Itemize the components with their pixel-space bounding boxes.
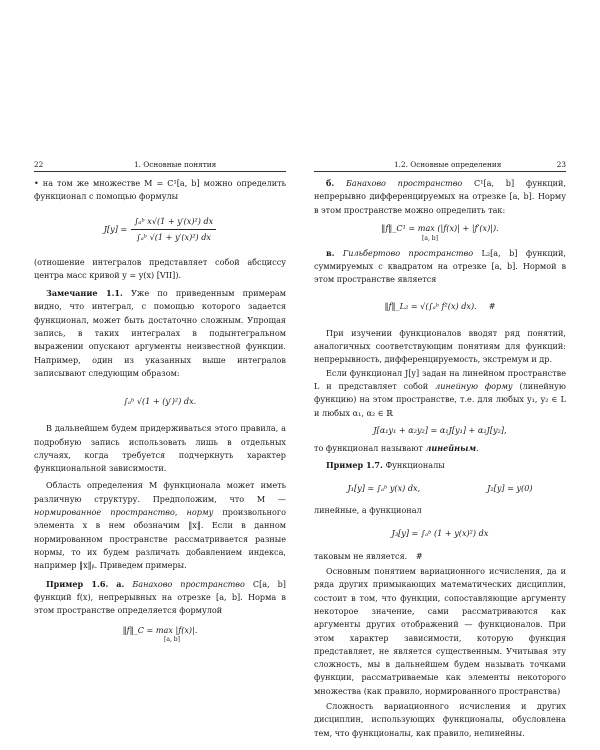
paragraph-2: (отношение интегралов представляет собой абсциссу центра масс кривой y = y(x) [VII]).: [34, 256, 286, 280]
term-linear: линейным: [425, 442, 477, 453]
l2-norm: ‖f‖_L₂ = √(∫ₐᵇ f²(x) dx).: [384, 301, 477, 312]
end-of-example-mark-2: #: [415, 550, 423, 561]
formula-linear-functionals: [314, 474, 566, 502]
paragraph-9: [314, 550, 566, 563]
paragraph-7-part-b: .: [476, 442, 479, 453]
example-2-title: Функционалы: [385, 460, 445, 471]
left-page-number: 22: [34, 160, 44, 169]
formula-c1-norm: [314, 219, 566, 245]
formula-short-integral: [34, 382, 286, 420]
term-norm: норму: [186, 507, 214, 518]
example-1-7: [314, 459, 566, 472]
item-b: [314, 177, 566, 217]
formula-c-norm: [34, 619, 286, 647]
example-1-6: [34, 578, 286, 618]
example-text: C[a, b] функций f(x), непрерывных на отрезке [a, b]. Норма в этом пространстве определяется формулой: [34, 578, 286, 616]
paragraph-4: [34, 479, 286, 572]
end-of-example-mark: #: [488, 301, 496, 312]
example-2-label: Пример 1.7.: [326, 460, 383, 471]
short-integral: ∫ₐᵇ √(1 + (y′)²) dx.: [123, 395, 197, 406]
paragraph-11: Сложность вариационного исчисления и других дисциплин, использующих функционалы, обусловлена тем, что функционалы, как правило, нелинейны.: [314, 701, 566, 738]
term-linear-form: линейную форму: [435, 380, 513, 391]
paragraph-4-part-b: ,: [174, 507, 187, 518]
functional-j2: J₂[y] = y(0): [487, 482, 533, 493]
functional-j3: J₃[y] = ∫ₐᵇ (1 + y(x)²) dx: [391, 528, 489, 539]
item-c-label: в.: [326, 247, 335, 258]
term-banach-space: Банахово пространство: [132, 578, 245, 589]
paragraph-6-part-b: (линейную функцию) на этом пространстве, т.е. для любых y₁, y₂ ∈ L и любых α₁, α₂ ∈ ℝ: [314, 380, 566, 418]
left-page: [34, 159, 286, 719]
paragraph-6: [314, 367, 566, 420]
example-item-a: а.: [116, 578, 125, 589]
left-page-header: [34, 159, 286, 172]
paragraph-5: При изучении функционалов вводят ряд понятий, аналогичных соответствующим понятиям для функций: непрерывность, дифференцируемость, экстремум и др.: [314, 327, 566, 365]
right-page: [314, 159, 567, 738]
right-page-header: [314, 159, 566, 172]
remark-label: Замечание 1.1.: [46, 288, 123, 299]
left-page-running-title: 1. Основные понятия: [134, 160, 217, 169]
paragraph-1: • на том же множестве M = C¹[a, b] можно определить функционал с помощью формулы: [34, 178, 286, 202]
formula-l2-norm: [314, 289, 566, 325]
item-c: [314, 247, 566, 287]
c-norm: ‖f‖_C = max |f(x)|.: [122, 624, 198, 635]
paragraph-9-text: таковым не является.: [314, 550, 408, 561]
item-b-text: C¹[a, b] функций, непрерывно дифференцируемых на отрезке [a, b]. Норму в этом пространстве можно определить так:: [314, 178, 566, 215]
paragraph-4-part-c: произвольного элемента x в нем обозначим ‖x‖. Если в данном нормированном пространстве рассматривается разные нормы, то их будем различать добавлением индекса, например ‖x‖ᵦ. Приведем примеры.: [34, 507, 286, 571]
term-banach-space-c1: Банахово пространство: [345, 178, 463, 188]
fraction-numerator: ∫ₐᵇ x√(1 + y′(x)²) dx: [131, 215, 216, 230]
paragraph-7-part-a: то функционал называют: [314, 442, 426, 453]
linearity: J[α₁y₁ + α₂y₂] = α₁J[y₁] + α₂J[y₂],: [373, 425, 507, 436]
remark-text: Уже по приведенным примерам видно, что интеграл, с помощью которого задается функционал, может быть достаточно сложным. Упрощая запись, в таких интегралах в подынтегральном выражении опускают аргументы неизвестной функции. Например, один из указанных выше интегралов записывают следующим образом:: [34, 288, 286, 378]
paragraph-10: Основным понятием вариационного исчисления, да и ряда других примыкающих математических дисциплин, состоит в том, что функции, сопоставляющие аргументу некоторое значение, сами рассматриваются как аргументы других отображений — функционалов. При этом характер зависимости, которую функция представляет, не является существенным. Учитывая эту сложность, мы в дальнейшем будем называть точками функции, рассматриваемые как элементы некоторого множества (как правило, нормированного пространства): [314, 566, 566, 696]
paragraph-7: [314, 442, 566, 455]
formula-linearity: [314, 422, 566, 440]
right-page-number: 23: [556, 160, 566, 169]
c1-norm-subscript: [a, b]: [422, 234, 438, 242]
c-norm-subscript: [a, b]: [164, 636, 180, 644]
paragraph-8: линейные, а функционал: [314, 505, 422, 516]
example-label: Пример 1.6.: [46, 578, 109, 589]
functional-j1: J₁[y] = ∫ₐᵇ y(x) dx,: [347, 482, 421, 493]
remark: [34, 287, 286, 380]
formula-lhs: J[y] =: [103, 223, 128, 234]
term-hilbert-space: Гильбертово пространство: [342, 247, 474, 258]
fraction: [131, 215, 216, 245]
paragraph-4-part-a: Область определения M функционала может иметь различную структуру. Предположим, что M —: [34, 480, 286, 504]
item-b-label: б.: [326, 178, 335, 188]
right-page-running-title: 1.2. Основные определения: [394, 160, 502, 169]
fraction-denominator: ∫ₐᵇ √(1 + y′(x)²) dx: [136, 232, 211, 243]
item-c-text: L₂[a, b] функций, суммируемых с квадратом на отрезке [a, b]. Нормой в этом пространстве является: [314, 247, 567, 285]
formula-center-of-mass: [34, 206, 286, 254]
c1-norm: ‖f‖_C¹ = max (|f(x)| + |f′(x)|).: [381, 223, 499, 234]
term-normed-space: нормированное пространство: [34, 507, 175, 518]
paragraph-6-part-a: Если функционал J[y] задан на линейном пространстве L и представляет собой: [314, 367, 566, 391]
formula-nonlinear-functional: [314, 520, 566, 548]
paragraph-3: В дальнейшем будем придерживаться этого правила, а подробную запись использовать лишь в отдельных случаях, когда требуется подчеркнуть характер функциональной зависимости.: [34, 423, 286, 474]
